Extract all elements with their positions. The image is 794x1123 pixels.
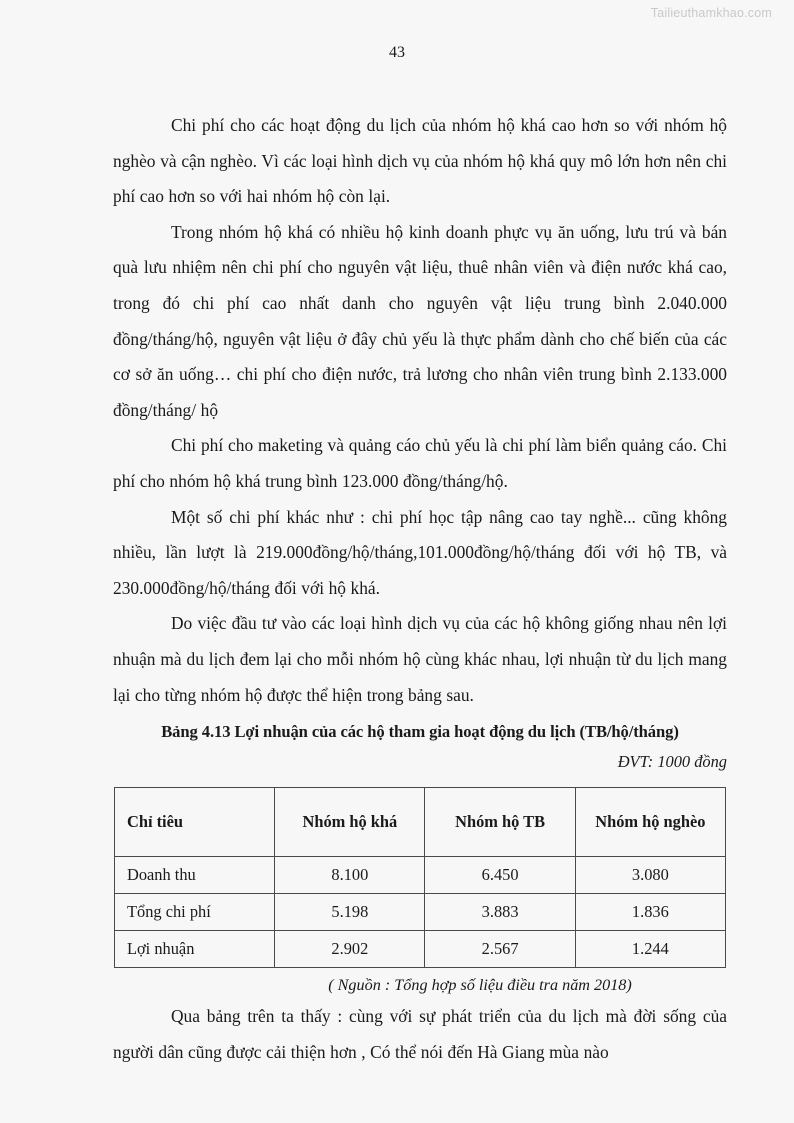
cell-profit-ngheo: 1.244 xyxy=(575,931,725,968)
paragraph-3: Chi phí cho maketing và quảng cáo chủ yếu là chi phí làm biển quảng cáo. Chi phí cho nhóm hộ khá trung bình 123.000 đồng/tháng/hộ. xyxy=(113,435,727,491)
row-label-revenue: Doanh thu xyxy=(115,857,275,894)
watermark-label: Tailieuthamkhao.com xyxy=(650,6,772,20)
page-number: 43 xyxy=(389,44,405,61)
table-row xyxy=(115,931,726,968)
paragraph-1: Chi phí cho các hoạt động du lịch của nhóm hộ khá cao hơn so với nhóm hộ nghèo và cận nghèo. Vì các loại hình dịch vụ của nhóm hộ khá quy mô lớn hơn nên chi phí cao hơn so với hai nhóm hộ còn lại. xyxy=(113,115,727,207)
table-row xyxy=(115,894,726,931)
table-source-note: ( Nguồn : Tổng hợp số liệu điều tra năm 2018) xyxy=(328,976,632,995)
table-unit-note: ĐVT: 1000 đồng xyxy=(617,752,727,772)
table-header-group-tb: Nhóm hộ TB xyxy=(425,788,575,857)
table-header-row xyxy=(115,788,726,857)
paragraph-4: Một số chi phí khác như : chi phí học tập nâng cao tay nghề... cũng không nhiều, lần lượt là 219.000đồng/hộ/tháng,101.000đồng/hộ/tháng đối với hộ TB, và 230.000đồng/hộ/tháng đối với hộ khá. xyxy=(113,506,727,598)
table-header-group-kha: Nhóm hộ khá xyxy=(275,788,425,857)
cell-revenue-tb: 6.450 xyxy=(425,857,575,894)
table-header-indicator: Chỉ tiêu xyxy=(115,788,275,857)
cell-total-cost-ngheo: 1.836 xyxy=(575,894,725,931)
cell-total-cost-kha: 5.198 xyxy=(275,894,425,931)
paragraph-2: Trong nhóm hộ khá có nhiều hộ kinh doanh phực vụ ăn uống, lưu trú và bán quà lưu nhiệm nên chi phí cho nguyên vật liệu, thuê nhân viên và điện nước khá cao, trong đó chi phí cao nhất danh cho nguyên vật liệu trung bình 2.040.000 đồng/tháng/hộ, nguyên vật liệu ở đây chủ yếu là thực phẩm dành cho chế biến của các cơ sở ăn uống… chi phí cho điện nước, trả lương cho nhân viên trung bình 2.133.000 đồng/tháng/ hộ xyxy=(113,221,727,420)
table-caption: Bảng 4.13 Lợi nhuận của các hộ tham gia hoạt động du lịch (TB/hộ/tháng) xyxy=(161,722,679,742)
profit-table xyxy=(114,787,726,968)
document-body xyxy=(113,108,727,1070)
cell-total-cost-tb: 3.883 xyxy=(425,894,575,931)
cell-profit-kha: 2.902 xyxy=(275,931,425,968)
paragraph-closing: Qua bảng trên ta thấy : cùng với sự phát triển của du lịch mà đời sống của người dân cũng được cải thiện hơn , Có thể nói đến Hà Giang mùa nào xyxy=(113,1006,727,1062)
cell-revenue-kha: 8.100 xyxy=(275,857,425,894)
row-label-total-cost: Tổng chi phí xyxy=(115,894,275,931)
table-header xyxy=(115,788,726,857)
table-body xyxy=(115,857,726,968)
row-label-profit: Lợi nhuận xyxy=(115,931,275,968)
table-header-group-ngheo: Nhóm hộ nghèo xyxy=(575,788,725,857)
cell-profit-tb: 2.567 xyxy=(425,931,575,968)
table-row xyxy=(115,857,726,894)
cell-revenue-ngheo: 3.080 xyxy=(575,857,725,894)
paragraph-5: Do việc đầu tư vào các loại hình dịch vụ của các hộ không giống nhau nên lợi nhuận mà du lịch đem lại cho mỗi nhóm hộ cùng khác nhau, lợi nhuận từ du lịch mang lại cho từng nhóm hộ được thể hiện trong bảng sau. xyxy=(113,613,727,705)
